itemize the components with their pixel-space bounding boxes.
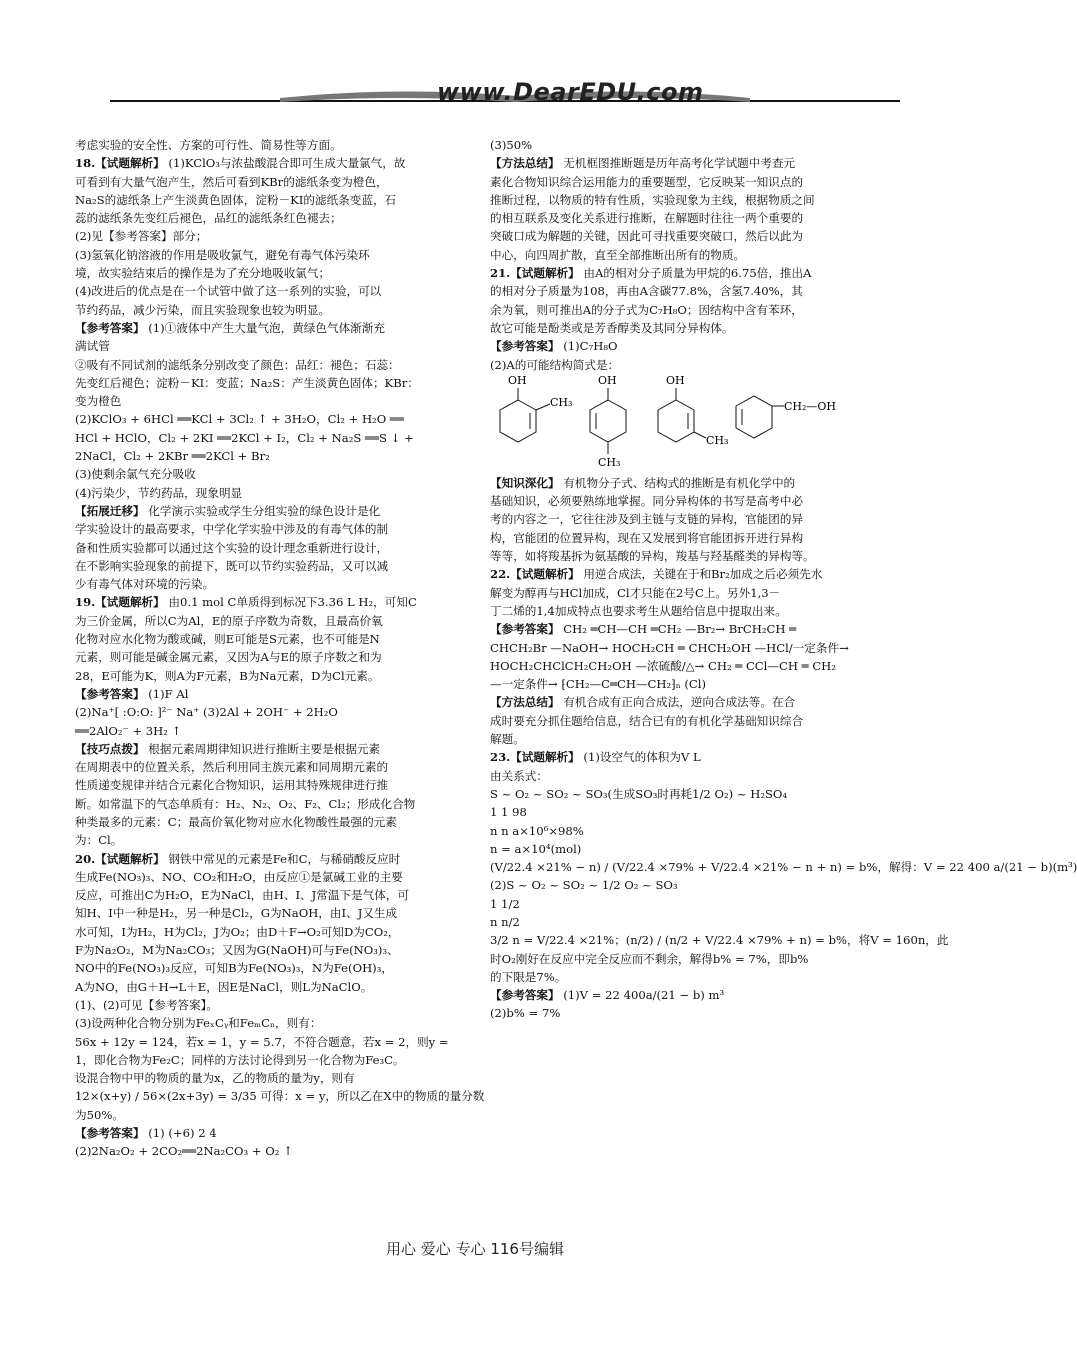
text-line: 元素，则可能是碱金属元素，又因为A与E的原子序数之和为: [75, 650, 382, 665]
text-line: 3/2 n = V/22.4 ×21%；(n/2) / (n/2 + V/22.4 ×79% + n) = b%，将V = 160n，此: [490, 933, 949, 948]
right-column-top: [490, 136, 862, 374]
benzyl-alcohol-structure: [730, 374, 860, 474]
text-line: 学实验设计的最高要求，中学化学实验中涉及的有毒气体的制: [75, 522, 389, 537]
text-line: 【拓展迁移】 化学演示实验或学生分组实验的绿色设计是化: [75, 503, 381, 518]
svg-text:OH: OH: [666, 373, 685, 387]
text-line: 水可知，I为H₂，H为Cl₂，J为O₂；由D＋F→O₂可知D为CO₂，: [75, 924, 400, 939]
text-line: 1 1 98: [490, 805, 527, 820]
text-line: 【方法总结】 无机框图推断题是历年高考化学试题中考查元: [490, 156, 796, 171]
text-line: 考的内容之一，它往往涉及到主链与支链的异构，官能团的异: [490, 512, 804, 527]
ortho-cresol-structure: [490, 374, 580, 474]
text-line: (2)Na⁺[ :O:O: ]²⁻ Na⁺ (3)2Al + 2OH⁻ + 2H₂O: [75, 705, 338, 720]
text-line: (V/22.4 ×21% − n) / (V/22.4 ×79% + V/22.4 ×21% − n + n) = b%，解得：V = 22 400 a/(21 − b)(m³): [490, 860, 1077, 875]
text-line: 突破口成为解题的关键，因此可寻找重要突破口，然后以此为: [490, 229, 804, 244]
text-line: 在周期表中的位置关系，然后利用同主族元素和同周期元素的: [75, 760, 389, 775]
text-line: 性质递变规律并结合元素化合物知识，运用其特殊规律进行推: [75, 778, 389, 793]
svg-text:CH₃: CH₃: [706, 433, 729, 447]
text-line: 【参考答案】 (1)①液体中产生大量气泡，黄绿色气体渐渐充: [75, 320, 385, 335]
left-column: [75, 136, 485, 1161]
text-line: (4)污染少，节约药品，现象明显: [75, 485, 243, 500]
text-line: 【参考答案】 (1) (+6) 2 4: [75, 1126, 217, 1141]
text-line: (3)设两种化合物分别为FeₓCᵧ和FeₘCₙ，则有：: [75, 1016, 322, 1031]
text-line: F为Na₂O₂，M为Na₂CO₃；又因为G(NaOH)可与Fe(NO₃)₃、: [75, 943, 399, 958]
section-tag: 【方法总结】: [490, 156, 560, 171]
section-tag: 19.【试题解析】: [75, 595, 165, 610]
text-line: HCl + HClO，Cl₂ + 2KI ══2KCl + I₂，Cl₂ + Na₂S ══S ↓ +: [75, 430, 414, 445]
site-url: www.DearEDU.com: [437, 78, 704, 106]
text-line: 1 1/2: [490, 896, 520, 911]
section-tag: 【参考答案】: [490, 339, 560, 354]
structure-label-top: OH: [508, 373, 527, 387]
text-line: 的相互联系及变化关系进行推断，在解题时往往一两个重要的: [490, 211, 804, 226]
section-tag: 【技巧点拨】: [75, 741, 145, 756]
text-line: 为：Cl。: [75, 833, 123, 848]
structure-label-side: CH₃: [550, 395, 573, 409]
text-line: 变为橙色: [75, 394, 122, 409]
text-line: 20.【试题解析】 钢铁中常见的元素是Fe和C，与稀硝酸反应时: [75, 851, 401, 866]
text-line: 28，E可能为K，则A为F元素，B为Na元素，D为Cl元素。: [75, 668, 380, 683]
text-line: 23.【试题解析】 (1)设空气的体积为V L: [490, 750, 701, 765]
text-line: 21.【试题解析】 由A的相对分子质量为甲烷的6.75倍，推出A: [490, 266, 812, 281]
section-tag: 18.【试题解析】: [75, 156, 165, 171]
section-tag: 20.【试题解析】: [75, 851, 165, 866]
text-line: 蕊的滤纸条先变红后褪色，品红的滤纸条红色褪去；: [75, 211, 342, 226]
text-line: 为50%。: [75, 1107, 124, 1122]
text-line: Na₂S的滤纸条上产生淡黄色固体，淀粉－KI的滤纸条变蓝，石: [75, 192, 397, 207]
text-line: (2)KClO₃ + 6HCl ══KCl + 3Cl₂ ↑ + 3H₂O，Cl₂ + H₂O ══: [75, 412, 404, 427]
section-tag: 【方法总结】: [490, 695, 560, 710]
para-cresol-structure: [582, 374, 652, 474]
text-line: 56x + 12y = 124，若x = 1，y = 5.7，不符合题意，若x = 2，则y =: [75, 1034, 449, 1049]
text-line: 构，官能团的位置异构，现在又发展到将官能团拆开进行异构: [490, 530, 804, 545]
text-line: 境，故实验结束后的操作是为了充分地吸收氯气；: [75, 266, 331, 281]
text-line: (2)S ~ O₂ ~ SO₂ ~ 1/2 O₂ ~ SO₃: [490, 878, 678, 893]
text-line: 【参考答案】 (1)F Al: [75, 686, 189, 701]
text-line: (3)使剩余氯气充分吸收: [75, 467, 196, 482]
text-line: A为NO，由G＋H→L＋E，因E是NaCl，则L为NaClO。: [75, 979, 373, 994]
text-line: 化物对应水化物为酸或碱，则E可能是S元素，也不可能是N: [75, 632, 380, 647]
text-line: 【参考答案】 CH₂ ═CH—CH ═CH₂ —Br₂→ BrCH₂CH ═: [490, 622, 797, 637]
text-line: 成时要充分抓住题给信息，结合已有的有机化学基础知识综合: [490, 713, 804, 728]
text-line: 知H、I中一种是H₂，另一种是Cl₂，G为NaOH，由I、J又生成: [75, 906, 398, 921]
text-line: (2)b% = 7%: [490, 1006, 561, 1021]
text-line: 满试管: [75, 339, 110, 354]
text-line: 中心，向四周扩散，直至全部推断出所有的物质。: [490, 247, 746, 262]
text-line: —一定条件→ ⁅CH₂—C═CH—CH₂⁆ₙ (Cl): [490, 677, 707, 692]
text-line: 22.【试题解析】 用逆合成法，关键在于和Br₂加成之后必须先水: [490, 567, 823, 582]
text-line: n n a×10⁶×98%: [490, 823, 584, 838]
text-line: 设混合物中甲的物质的量为x，乙的物质的量为y，则有: [75, 1071, 355, 1086]
text-line: 反应，可推出C为H₂O，E为NaCl，由H、I、J常温下是气体，可: [75, 888, 410, 903]
text-line: n = a×10⁴(mol): [490, 841, 582, 856]
svg-text:CH₃: CH₃: [598, 455, 621, 469]
section-tag: 【参考答案】: [75, 686, 145, 701]
section-tag: 23.【试题解析】: [490, 750, 580, 765]
section-tag: 【知识深化】: [490, 475, 560, 490]
text-line: 时O₂刚好在反应中完全反应而不剩余，解得b% = 7%，即b%: [490, 951, 809, 966]
section-tag: 【参考答案】: [75, 1126, 145, 1141]
svg-text:OH: OH: [598, 373, 617, 387]
text-line: 1，即化合物为Fe₂C；同样的方法讨论得到另一化合物为Fe₃C。: [75, 1052, 405, 1067]
text-line: 推断过程，以物质的特有性质，实验现象为主线，根据物质之间: [490, 192, 815, 207]
text-line: 断。如常温下的气态单质有：H₂、N₂、O₂、F₂、Cl₂；形成化合物: [75, 796, 416, 811]
text-line: 等等，如将羧基拆为氨基酸的异构，羧基与羟基醛类的异构等。: [490, 549, 815, 564]
text-line: 余为氧，则可推出A的分子式为C₇H₈O；因结构中含有苯环，: [490, 302, 803, 317]
header-banner: [110, 72, 900, 112]
meta-cresol-structure: [650, 374, 740, 474]
text-line: 可看到有大量气泡产生，然后可看到KBr的滤纸条变为橙色，: [75, 174, 388, 189]
section-tag: 【参考答案】: [490, 622, 560, 637]
text-line: 基础知识，必须要熟练地掌握。同分异构体的书写是高考中必: [490, 494, 804, 509]
text-line: 解变为醇再与HCl加成，Cl才只能在2号C上。另外1,3－: [490, 585, 781, 600]
section-tag: 【拓展迁移】: [75, 503, 145, 518]
text-line: 故它可能是酚类或是芳香醇类及其同分异构体。: [490, 320, 734, 335]
svg-text:CH₂—OH: CH₂—OH: [784, 399, 837, 413]
text-line: n n/2: [490, 914, 520, 929]
text-line: 【参考答案】 (1)V = 22 400a/(21 − b) m³: [490, 988, 725, 1003]
text-line: 【参考答案】 (1)C₇H₈O: [490, 339, 618, 354]
text-line: 解题。: [490, 732, 525, 747]
section-tag: 【参考答案】: [490, 988, 560, 1003]
text-line: (4)改进后的优点是在一个试管中做了这一系列的实验，可以: [75, 284, 382, 299]
right-column: [490, 136, 1077, 1023]
text-line: 的下限是7%。: [490, 969, 567, 984]
text-line: 为三价金属，所以C为Al，E的原子序数为奇数，且最高价氧: [75, 613, 383, 628]
text-line: 先变红后褪色；淀粉－KI：变蓝；Na₂S：产生淡黄色固体；KBr：: [75, 375, 419, 390]
text-line: 丁二烯的1,4加成特点也要求考生从题给信息中提取出来。: [490, 603, 787, 618]
text-line: 素化合物知识综合运用能力的重要题型，它反映某一知识点的: [490, 174, 804, 189]
text-line: 节约药品，减少污染，而且实验现象也较为明显。: [75, 302, 331, 317]
text-line: 生成Fe(NO₃)₃、NO、CO₂和H₂O，由反应①是氯碱工业的主要: [75, 869, 403, 884]
text-line: 19.【试题解析】 由0.1 mol C单质得到标况下3.36 L H₂，可知C: [75, 595, 417, 610]
text-line: 在不影响实验现象的前提下，既可以节约实验药品，又可以减: [75, 558, 389, 573]
text-line: 种类最多的元素：C；最高价氧化物对应水化物酸性最强的元素: [75, 814, 397, 829]
section-tag: 【参考答案】: [75, 320, 145, 335]
text-line: 2NaCl，Cl₂ + 2KBr ══2KCl + Br₂: [75, 449, 270, 464]
text-line: NO中的Fe(NO₃)₃反应，可知B为Fe(NO₃)₃，N为Fe(OH)₃，: [75, 961, 393, 976]
text-line: ②吸有不同试剂的滤纸条分别改变了颜色：品红：褪色；石蕊：: [75, 357, 400, 372]
text-line: (1)、(2)可见【参考答案】。: [75, 997, 218, 1012]
text-line: 【方法总结】 有机合成有正向合成法，逆向合成法等。在合: [490, 695, 796, 710]
section-tag: 22.【试题解析】: [490, 567, 580, 582]
text-line: HOCH₂CHClCH₂CH₂OH —浓硫酸/△→ CH₂ ═ CCl—CH ═ CH₂: [490, 658, 836, 673]
text-line: (3)50%: [490, 138, 533, 152]
text-line: 由关系式：: [490, 768, 548, 783]
text-line: CHCH₂Br —NaOH→ HOCH₂CH ═ CHCH₂OH —HCl/一定条件→: [490, 640, 849, 655]
text-line: 备和性质实验都可以通过这个实验的设计理念重新进行设计，: [75, 540, 389, 555]
right-column-bottom: [490, 474, 1077, 1023]
text-line: 的相对分子质量为108，再由A含碳77.8%，含氢7.40%，其: [490, 284, 803, 299]
text-line: (2)2Na₂O₂ + 2CO₂══2Na₂CO₃ + O₂ ↑: [75, 1144, 293, 1159]
text-line: 【知识深化】 有机物分子式、结构式的推断是有机化学中的: [490, 475, 796, 490]
section-tag: 21.【试题解析】: [490, 266, 580, 281]
text-line: 少有毒气体对环境的污染。: [75, 577, 215, 592]
text-line: (2)A的可能结构简式是：: [490, 357, 620, 372]
text-line: 考虑实验的安全性、方案的可行性、简易性等方面。: [75, 138, 342, 152]
text-line: 【技巧点拨】 根据元素周期律知识进行推断主要是根据元素: [75, 741, 381, 756]
text-line: 18.【试题解析】 (1)KClO₃与浓盐酸混合即可生成大量氯气，故: [75, 156, 406, 171]
text-line: (3)氢氧化钠溶液的作用是吸收氯气，避免有毒气体污染环: [75, 247, 370, 262]
page-footer: 用心 爱心 专心 116号编辑: [386, 1240, 564, 1258]
text-line: 12×(x+y) / 56×(2x+3y) = 3/35 可得：x = y，所以乙在X中的物质的量分数: [75, 1089, 485, 1104]
text-line: ══2AlO₂⁻ + 3H₂ ↑: [75, 723, 182, 738]
structure-row: [490, 374, 862, 474]
text-line: (2)见【参考答案】部分；: [75, 229, 208, 244]
text-line: S ~ O₂ ~ SO₂ ~ SO₃(生成SO₃时再耗1/2 O₂) ~ H₂SO₄: [490, 786, 788, 801]
